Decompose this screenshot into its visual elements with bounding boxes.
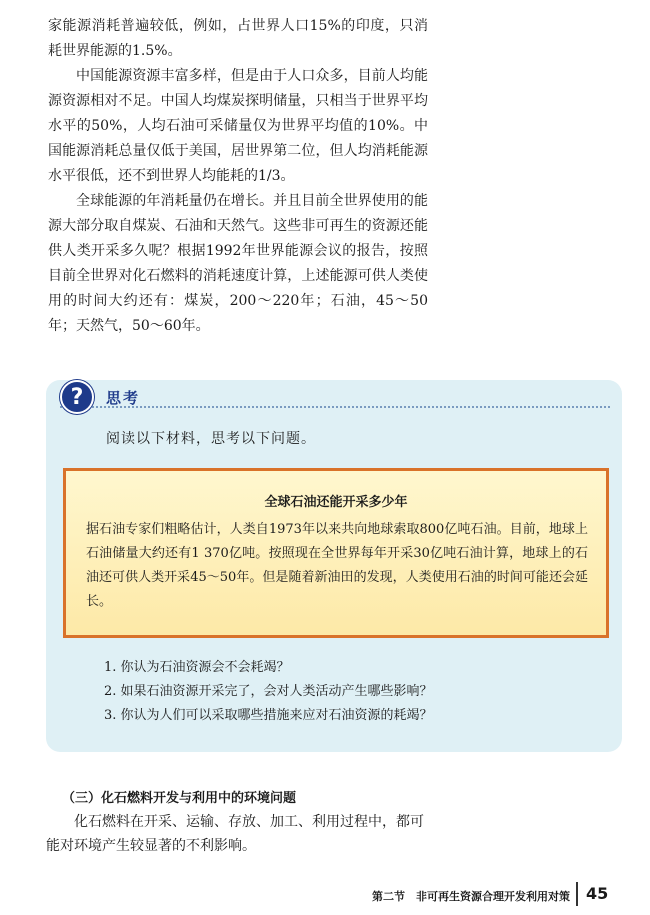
question-item: 1. 你认为石油资源会不会耗竭？: [104, 660, 290, 675]
material-box: [63, 468, 609, 638]
question-item: 2. 如果石油资源开采完了，会对人类活动产生哪些影响？: [104, 684, 433, 699]
think-title: 思考: [106, 388, 141, 407]
dotted-divider: [60, 406, 610, 408]
paragraph-2: 中国能源资源丰富多样，但是由于人口众多，目前人均能源资源相对不足。中国人均煤炭探明储量，只相当于世界平均水平的50%，人均石油可采储量仅为世界平均值的10%。中国能源消耗总量仅低于美国，居世界第二位，但人均消耗能源水平很低，还不到世界人均能耗的1/3。: [48, 68, 428, 184]
paragraph-3: 全球能源的年消耗量仍在增长。并且目前全世界使用的能源大部分取自煤炭、石油和天然气。这些非可再生的资源还能供人类开采多久呢？根据1992年世界能源会议的报告，按照目前全世界对化石燃料的消耗速度计算，上述能源可供人类使用的时间大约还有：煤炭，200～220年；石油，45～50年；天然气，50～60年。: [48, 193, 428, 334]
section-paragraph: 化石燃料在开采、运输、存放、加工、利用过程中，都可能对环境产生较显著的不利影响。: [46, 814, 424, 854]
question-item: 3. 你认为人们可以采取哪些措施来应对石油资源的耗竭？: [104, 708, 433, 723]
think-box: [46, 380, 622, 752]
section-body: [46, 810, 428, 858]
chapter-label: 第二节 非可再生资源合理开发利用对策: [372, 890, 570, 903]
think-intro: 阅读以下材料，思考以下问题。: [106, 431, 316, 447]
think-header: [60, 380, 140, 414]
material-body: 据石油专家们粗略估计，人类自1973年以来共向地球索取800亿吨石油。目前，地球上石油储量大约还有1 370亿吨。按照现在全世界每年开采30亿吨石油计算，地球上的石油还可供人类开采45～50年。但是随着新油田的发现，人类使用石油的时间可能还会延长。: [86, 522, 588, 609]
page-footer: [0, 884, 650, 908]
question-icon: ?: [60, 380, 94, 414]
question-list: [104, 656, 433, 728]
section-title: （三）化石燃料开发与利用中的环境问题: [62, 791, 297, 806]
page-number: 45: [586, 884, 609, 903]
material-title: 全球石油还能开采多少年: [264, 495, 408, 510]
main-text: [48, 14, 428, 339]
paragraph-1: 家能源消耗普遍较低，例如，占世界人口15%的印度，只消耗世界能源的1.5%。: [48, 18, 428, 59]
footer-divider: [576, 882, 578, 906]
